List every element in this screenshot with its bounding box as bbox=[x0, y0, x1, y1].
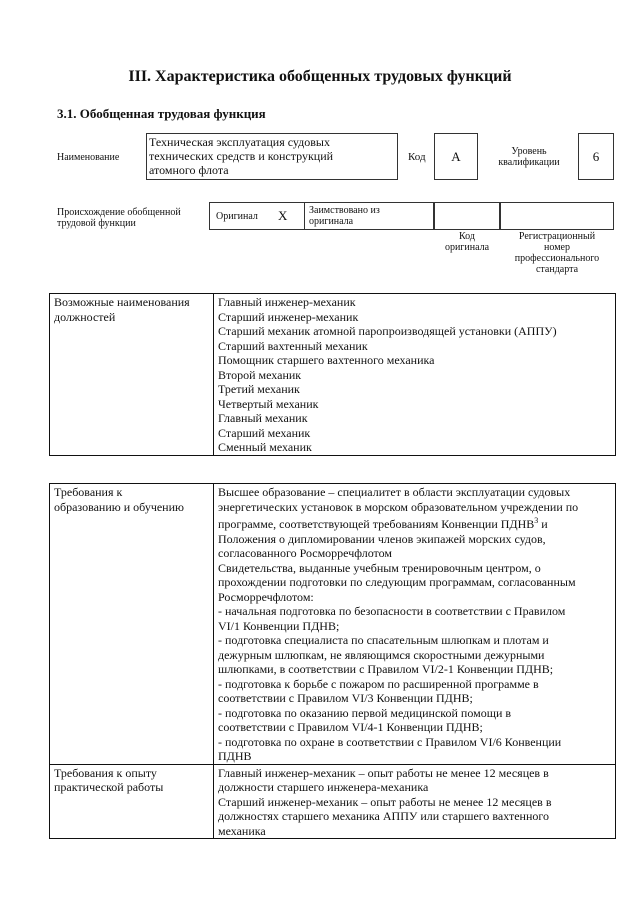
list-item: Третий механик bbox=[218, 382, 300, 396]
level-value: 6 bbox=[578, 133, 614, 180]
requirements-table bbox=[49, 483, 616, 839]
page-title: III. Характеристика обобщенных трудовых функций bbox=[128, 68, 512, 85]
table-row bbox=[50, 764, 616, 839]
level-label bbox=[488, 146, 570, 168]
footnote-mark: 3 bbox=[534, 516, 539, 525]
borrowed-label-line: Заимствовано из bbox=[309, 205, 380, 216]
code-value: А bbox=[434, 133, 478, 180]
experience-label-cell bbox=[50, 764, 214, 839]
text-fragment: и bbox=[538, 517, 548, 531]
experience-text-cell bbox=[214, 764, 616, 839]
text-line: - подготовка к борьбе с пожаром по расширенной программе в bbox=[218, 676, 539, 691]
caption-line: номер bbox=[544, 242, 570, 253]
list-item: Старший механик атомной паропроизводящей установки (АППУ) bbox=[218, 324, 557, 338]
borrowed-label-line: оригинала bbox=[309, 216, 354, 227]
text-line: прохождении подготовки по следующим программам, согласованным bbox=[218, 575, 576, 589]
positions-label-cell bbox=[50, 294, 214, 456]
education-label-cell bbox=[50, 484, 214, 765]
borrowed-cell bbox=[304, 202, 434, 230]
list-item: Помощник старшего вахтенного механика bbox=[218, 353, 435, 367]
text-line: энергетических установок в морском образовательном учреждении по bbox=[218, 499, 579, 514]
positions-table bbox=[49, 293, 616, 456]
list-item: Старший механик bbox=[218, 425, 311, 440]
level-label-line: квалификации bbox=[498, 157, 560, 168]
name-value-line: технических средств и конструкций bbox=[149, 149, 334, 163]
text-line: Росморречфлотом: bbox=[218, 589, 314, 604]
list-item: Старший вахтенный механик bbox=[218, 338, 368, 353]
positions-label-line: Возможные наименования bbox=[54, 295, 190, 309]
origin-label-line: трудовой функции bbox=[57, 218, 136, 229]
text-line: соответствии с Правилом VI/3 Конвенции ПДНВ; bbox=[218, 691, 473, 705]
caption-line: Код bbox=[459, 231, 475, 242]
text-line: Положения о дипломировании членов экипажей морских судов, bbox=[218, 531, 546, 546]
caption-line: оригинала bbox=[444, 242, 490, 253]
text-line: Старший инженер-механик – опыт работы не менее 12 месяцев в bbox=[218, 794, 552, 809]
text-line: - подготовка по оказанию первой медицинской помощи в bbox=[218, 705, 512, 720]
reg-number-caption bbox=[500, 231, 614, 275]
table-row bbox=[50, 484, 616, 765]
text-line: шлюпками, в соответствии с Правилом VI/2-1 Конвенции ПДНВ; bbox=[218, 662, 554, 676]
positions-label-line: должностей bbox=[54, 309, 116, 324]
text-line: дежурным шлюпкам, не являющимся скоростными дежурными bbox=[218, 647, 545, 662]
text-line: - подготовка специалиста по спасательным шлюпкам и плотам и bbox=[218, 633, 549, 647]
text-line: ПДНВ bbox=[218, 749, 252, 763]
text-line bbox=[218, 514, 611, 532]
text-line: - начальная подготовка по безопасности в соответствии с Правилом bbox=[218, 604, 566, 618]
text-line: должности старшего инженера-механика bbox=[218, 780, 429, 794]
experience-label-line: Требования к опыту bbox=[54, 765, 157, 780]
name-label: Наименование bbox=[57, 152, 120, 163]
education-label-line: образованию и обучению bbox=[54, 499, 184, 514]
original-mark: X bbox=[278, 208, 288, 223]
text-line: Высшее образование – специалитет в области эксплуатации судовых bbox=[218, 485, 571, 499]
list-item: Главный инженер-механик bbox=[218, 295, 356, 309]
list-item: Главный механик bbox=[218, 411, 308, 425]
code-original-cell bbox=[434, 202, 500, 230]
text-line: Свидетельства, выданные учебным тренировочным центром, о bbox=[218, 560, 541, 575]
experience-label-line: практической работы bbox=[54, 780, 164, 794]
text-line: согласованного Росморречфлотом bbox=[218, 546, 392, 560]
name-value-line: атомного флота bbox=[149, 163, 229, 177]
origin-label bbox=[57, 207, 181, 229]
caption-line: профессионального bbox=[514, 253, 600, 264]
list-item: Четвертый механик bbox=[218, 396, 319, 411]
text-line: VI/1 Конвенции ПДНВ; bbox=[218, 618, 340, 633]
text-line: Главный инженер-механик – опыт работы не менее 12 месяцев в bbox=[218, 765, 549, 780]
list-item: Второй механик bbox=[218, 367, 302, 382]
origin-label-line: Происхождение обобщенной bbox=[57, 207, 181, 218]
reg-number-cell bbox=[500, 202, 614, 230]
original-label: Оригинал bbox=[216, 211, 258, 222]
education-label-line: Требования к bbox=[54, 485, 123, 499]
name-value-line: Техническая эксплуатация судовых bbox=[149, 135, 330, 149]
table-row bbox=[50, 294, 616, 456]
code-label: Код bbox=[408, 151, 426, 163]
text-line: - подготовка по охране в соответствии с Правилом VI/6 Конвенции bbox=[218, 734, 562, 749]
list-item: Сменный механик bbox=[218, 440, 312, 454]
list-item: Старший инженер-механик bbox=[218, 309, 359, 324]
education-text-cell bbox=[214, 484, 616, 765]
name-value bbox=[146, 133, 398, 180]
section-title: 3.1. Обобщенная трудовая функция bbox=[57, 106, 266, 121]
positions-list-cell bbox=[214, 294, 616, 456]
text-line: должностях старшего механика АППУ или старшего вахтенного bbox=[218, 809, 549, 823]
text-line: механика bbox=[218, 823, 266, 838]
original-cell bbox=[209, 202, 304, 230]
caption-line: Регистрационный bbox=[518, 231, 596, 242]
caption-line: стандарта bbox=[535, 264, 579, 275]
text-line: соответствии с Правилом VI/4-1 Конвенции ПДНВ; bbox=[218, 720, 483, 734]
text-fragment: программе, соответствующей требованиям Конвенции ПДНВ bbox=[218, 517, 535, 531]
code-original-caption bbox=[434, 231, 500, 253]
level-label-line: Уровень bbox=[511, 146, 547, 157]
